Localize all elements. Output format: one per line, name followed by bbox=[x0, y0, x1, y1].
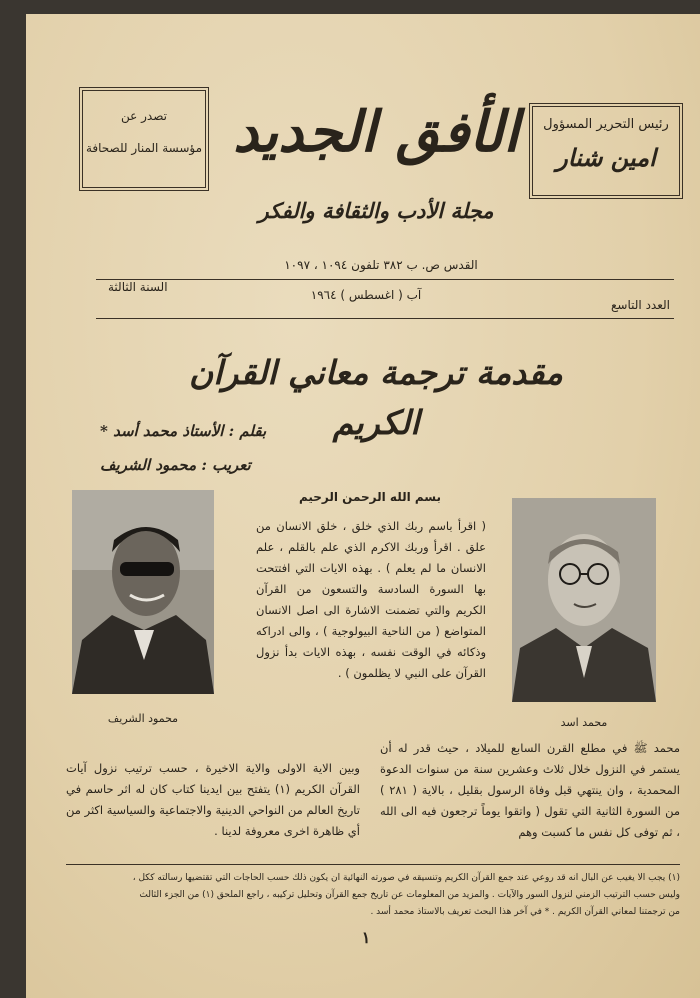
volume-year: السنة الثالثة bbox=[108, 280, 168, 294]
photo-right-caption: محمد اسد bbox=[560, 716, 608, 729]
byline: بقلم : الأستاذ محمد أسد * bbox=[100, 422, 267, 440]
page-number: ١ bbox=[361, 928, 371, 947]
basmala: بسم الله الرحمن الرحيم bbox=[298, 490, 442, 504]
footnote-1 bbox=[62, 870, 680, 921]
publisher-name: مؤسسة المنار للصحافة bbox=[85, 141, 203, 155]
address-phone: القدس ص. ب ٣٨٢ تلفون ١٠٩٤ ، ١٠٩٧ bbox=[284, 258, 478, 272]
portrait-right-icon bbox=[512, 498, 656, 702]
right-column-paragraph bbox=[380, 738, 680, 870]
editor-label: رئيس التحرير المسؤول bbox=[543, 117, 669, 132]
footnote-rule bbox=[66, 864, 680, 865]
translator-credit: تعريب : محمود الشريف bbox=[100, 456, 251, 474]
magazine-page bbox=[26, 14, 700, 998]
center-paragraph-text: ( اقرأ باسم ربك الذي خلق ، خلق الانسان من علق . اقرأ وربك الاكرم الذي علم بالقلم ، علم الانسان ما لم يعلم ) . بهذه الايات التي افتتحت بها السورة السادسة والتسعون من القرآن الكريم والتي تضمنت الاشارة الى اصل الانسان المتواضع ( من الناحية البيولوجية ) ، والى ادراكه وذكائه في الوقت نفسه ، بهذه الايات بدأ نزول القرآن على النبي لا يظلمون ) . bbox=[256, 519, 486, 680]
photo-mahmoud-al-sharif bbox=[72, 490, 214, 694]
right-column-text: محمد ﷺ في مطلع القرن السابع للميلاد ، حيث قدر له أن يستمر في النزول خلال ثلاث وعشرين سنة من سنوات الدعوة المحمدية ، وان ينتهي قبل وفاة الرسول بقليل ، بالاية ( ٢٨١ ) من السورة الثانية التي تقول ( واتقوا يوماً ترجعون فيه الى الله ، ثم توفى كل نفس ما كسبت وهم bbox=[380, 741, 680, 839]
photo-left-caption: محمود الشريف bbox=[107, 712, 179, 725]
issue-date: آب ( اغسطس ) ١٩٦٤ bbox=[310, 288, 422, 302]
issue-rule-bottom bbox=[96, 318, 674, 319]
issue-number: العدد التاسع bbox=[611, 298, 670, 312]
article-title: مقدمة ترجمة معاني القرآن الكريم bbox=[189, 353, 563, 442]
publisher-label: تصدر عن bbox=[121, 109, 167, 123]
left-column-paragraph bbox=[66, 758, 360, 858]
footnote-line-2: وليس حسب الترتيب الزمني لنزول السور والآيات . والمزيد من المعلومات عن تاريخ جمع القرآن وتحليل تركيبه ، راجع الملحق (١) من الجزء الثالث bbox=[139, 890, 680, 900]
portrait-left-icon bbox=[72, 490, 214, 694]
editor-box bbox=[532, 106, 680, 196]
magazine-title: الأفق الجديد bbox=[233, 99, 519, 165]
issue-rule-top bbox=[96, 279, 674, 280]
photo-muhammad-asad bbox=[512, 498, 656, 702]
left-column-text: وبين الاية الاولى والاية الاخيرة ، حسب ترتيب نزول آيات القرآن الكريم (١) يتفتح بين ايدينا كتاب كان له اثر حاسم في تاريخ العالم من النواحي الدينية والاجتماعية والسياسية اكثر من أي ظاهرة اخرى معروفة لدينا . bbox=[66, 761, 360, 838]
footnote-line-3: من ترجمتنا لمعاني القرآن الكريم . * في آخر هذا البحث تعريف بالاستاذ محمد أسد . bbox=[370, 907, 680, 917]
footnote-line-1: (١) يجب الا يغيب عن البال انه قد روعي عند جمع القرآن الكريم وتنسيقه في صورته النهائية ان يكون ذلك حسب الحاجات التي تقتضيها رسالته ككل ، bbox=[132, 873, 680, 883]
magazine-subtitle: مجلة الأدب والثقافة والفكر bbox=[258, 198, 494, 223]
publisher-box bbox=[82, 90, 206, 188]
editor-name: امين شنار bbox=[556, 143, 656, 172]
center-paragraph bbox=[256, 516, 486, 736]
